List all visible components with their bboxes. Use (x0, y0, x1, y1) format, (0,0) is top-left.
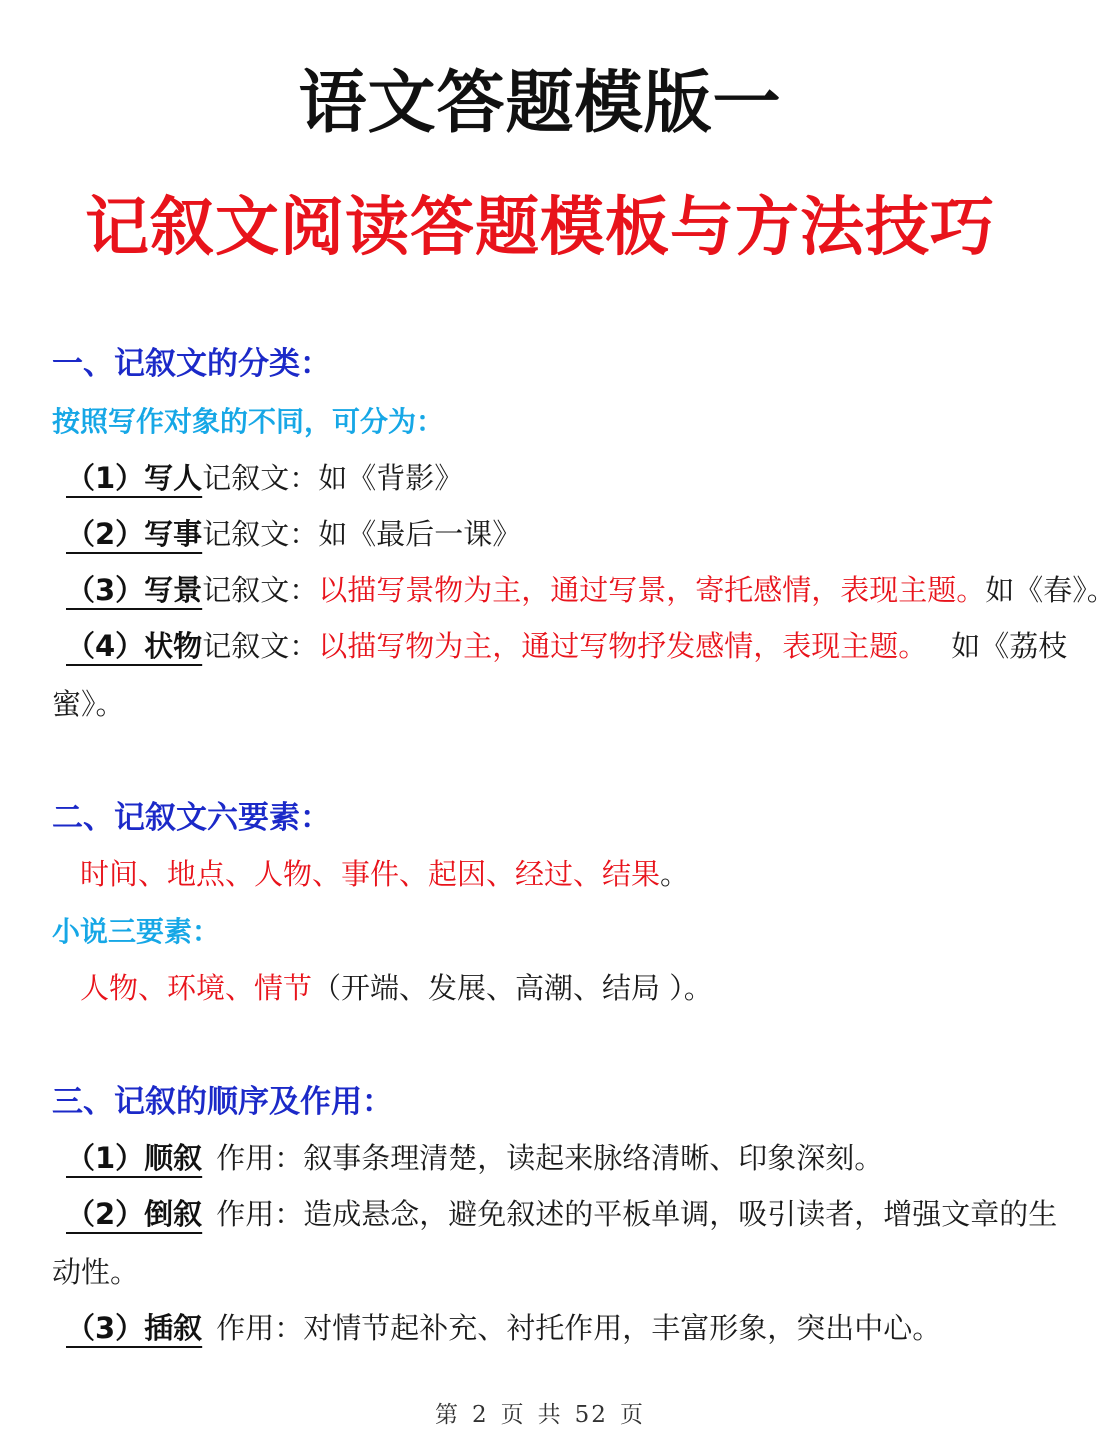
item-kind: 记叙文： (202, 573, 319, 607)
footer-text: 页 (619, 1402, 645, 1428)
item-text: 作用：对情节起补充、衬托作用，丰富形象，突出中心。 (216, 1311, 942, 1345)
six-elements (52, 854, 1030, 894)
section3-heading: 三、记叙的顺序及作用： (52, 1084, 393, 1120)
novel-elements-list: 人物、环境、情节 (80, 971, 313, 1005)
item-text: 作用：造成悬念，避免叙述的平板单调，吸引读者，增强文章的生 (216, 1197, 1058, 1231)
six-elements-end: 。 (660, 857, 690, 891)
item-text: 作用：叙事条理清楚，读起来脉络清晰、印象深刻。 (216, 1141, 884, 1175)
order-item-1 (52, 1138, 1030, 1178)
section1-heading: 一、记叙文的分类： (52, 346, 331, 382)
item-example: 如《最后一课》 (318, 517, 522, 551)
six-elements-list: 时间、地点、人物、事件、起因、经过、结果 (80, 857, 661, 891)
item-label: （2）倒叙 (66, 1197, 203, 1231)
novel-plot-stages: （开端、发展、高潮、结局 ）。 (312, 971, 713, 1005)
item-example: 如《背影》 (318, 461, 464, 495)
section2-heading: 二、记叙文六要素： (52, 800, 331, 836)
item-label: （2）写事 (66, 517, 203, 551)
order-item-2 (52, 1194, 1058, 1234)
item-example: 如《春》。 (985, 573, 1116, 607)
item-kind: 记叙文： (202, 461, 319, 495)
item-example: 如《荔枝 (951, 629, 1068, 663)
classification-item-3 (52, 570, 1116, 610)
order-item-2-continuation: 动性。 (52, 1255, 140, 1289)
footer-text: 页 (500, 1402, 526, 1428)
item-label: （1）写人 (66, 461, 203, 495)
classification-item-4-continuation: 蜜》。 (52, 687, 125, 721)
item-label: （4）状物 (66, 629, 203, 663)
order-item-3 (52, 1308, 1030, 1348)
item-label: （1）顺叙 (66, 1141, 203, 1175)
item-kind: 记叙文： (202, 517, 319, 551)
page-title: 语文答题模版一 (298, 64, 782, 143)
section1-subheading: 按照写作对象的不同，可分为： (52, 405, 445, 438)
item-label: （3）插叙 (66, 1311, 203, 1345)
item-description: 以描写景物为主，通过写景，寄托感情，表现主题。 (318, 573, 986, 607)
current-page-number: 2 (472, 1402, 489, 1428)
total-page-count: 52 (574, 1402, 608, 1428)
classification-item-1 (52, 458, 1030, 498)
footer-text: 第 (435, 1402, 461, 1428)
item-label: （3）写景 (66, 573, 203, 607)
page-number-footer (0, 1396, 1080, 1429)
footer-text: 共 (537, 1402, 563, 1428)
novel-elements (52, 968, 1030, 1008)
classification-item-4 (52, 626, 1068, 666)
item-description: 以描写物为主，通过写物抒发感情，表现主题。 (318, 629, 928, 663)
page-subtitle: 记叙文阅读答题模板与方法技巧 (85, 191, 995, 265)
section2-subheading: 小说三要素： (52, 915, 221, 948)
item-kind: 记叙文： (202, 629, 319, 663)
classification-item-2 (52, 514, 1030, 554)
